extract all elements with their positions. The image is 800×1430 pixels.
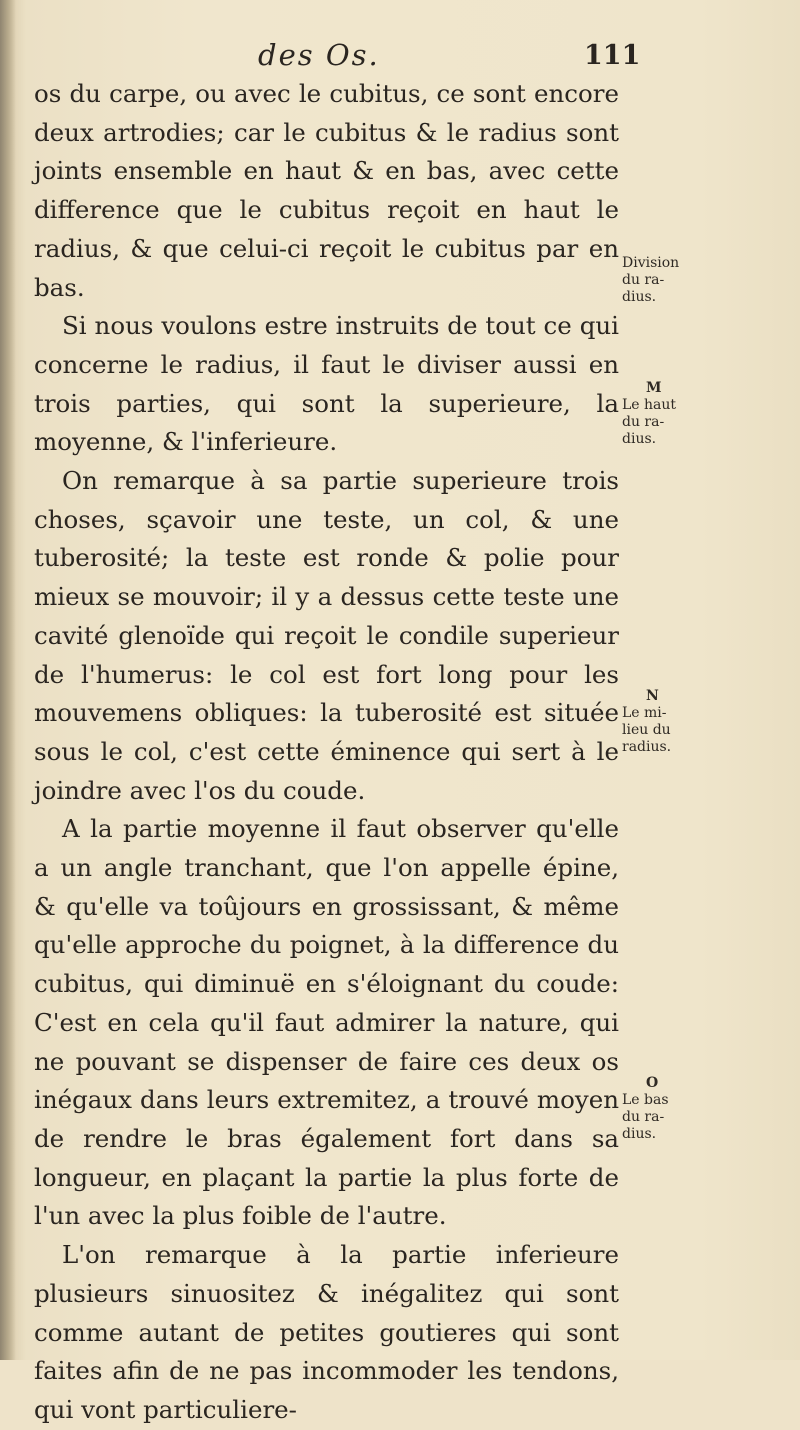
paragraph-2: Si nous voulons estre instruits de tout ce qui concerne le radius, il faut le diviser aussi en trois parties, qui sont la superieure, la moyenne, & l'inferieure. bbox=[34, 311, 619, 457]
margin-note-line: dius. bbox=[622, 431, 657, 447]
margin-note-line: Le mi- bbox=[622, 705, 667, 721]
running-title: des Os. bbox=[258, 38, 380, 72]
margin-note-line: Division bbox=[622, 255, 680, 271]
margin-note-signature: M bbox=[646, 380, 662, 396]
margin-note-signature: N bbox=[646, 688, 659, 704]
paragraph-5: L'on remarque à la partie inferieure plusieurs sinuositez & inégalitez qui sont comme autant de petites goutieres qui sont faites afin de ne pas incommoder les tendons, qui vont particuliere- bbox=[34, 1240, 619, 1424]
page-header bbox=[0, 38, 800, 78]
margin-note-line: du ra- bbox=[622, 1109, 665, 1125]
margin-note-line: dius. bbox=[622, 1126, 657, 1142]
margin-note-division bbox=[622, 255, 710, 306]
margin-note-haut bbox=[622, 380, 710, 448]
margin-note-signature: O bbox=[646, 1075, 659, 1091]
paragraph-3: On remarque à sa partie superieure trois choses, sçavoir une teste, un col, & une tuberosité; la teste est ronde & polie pour mieux se mouvoir; il y a dessus cette teste une cavité glenoïde qui reçoit le condile superieur de l'humerus: le col est fort long pour les mouvemens obliques: la tuberosité est située sous le col, c'est cette éminence qui sert à le joindre avec l'os du coude. bbox=[34, 466, 619, 805]
paragraph-4: A la partie moyenne il faut observer qu'elle a un angle tranchant, que l'on appelle épine, & qu'elle va toûjours en grossissant, & même qu'elle approche du poignet, à la difference du cubitus, qui diminuë en s'éloignant du coude: C'est en cela qu'il faut admirer la nature, qui ne pouvant se dispenser de faire ces deux os inégaux dans leurs extremitez, a trouvé moyen de rendre le bras également fort dans sa longueur, en plaçant la partie la plus forte de l'un avec la plus foible de l'autre. bbox=[34, 814, 619, 1231]
margin-note-line: du ra- bbox=[622, 414, 665, 430]
page-number: 111 bbox=[584, 40, 641, 71]
paragraph-1: os du carpe, ou avec le cubitus, ce sont encore deux artrodies; car le cubitus & le radius sont joints ensemble en haut & en bas, avec cette difference que le cubitus reçoit en haut le radius, & que celui-ci reçoit le cubitus par en bas. bbox=[34, 79, 619, 302]
margin-note-bas bbox=[622, 1075, 710, 1143]
margin-note-line: du ra- bbox=[622, 272, 665, 288]
margin-note-line: lieu du bbox=[622, 722, 671, 738]
margin-note-line: dius. bbox=[622, 289, 657, 305]
binding-gutter bbox=[0, 0, 16, 1360]
margin-note-milieu bbox=[622, 688, 710, 756]
margin-note-line: Le haut bbox=[622, 397, 677, 413]
margin-note-line: Le bas bbox=[622, 1092, 669, 1108]
margin-note-line: radius. bbox=[622, 739, 672, 755]
body-text bbox=[34, 75, 619, 1430]
